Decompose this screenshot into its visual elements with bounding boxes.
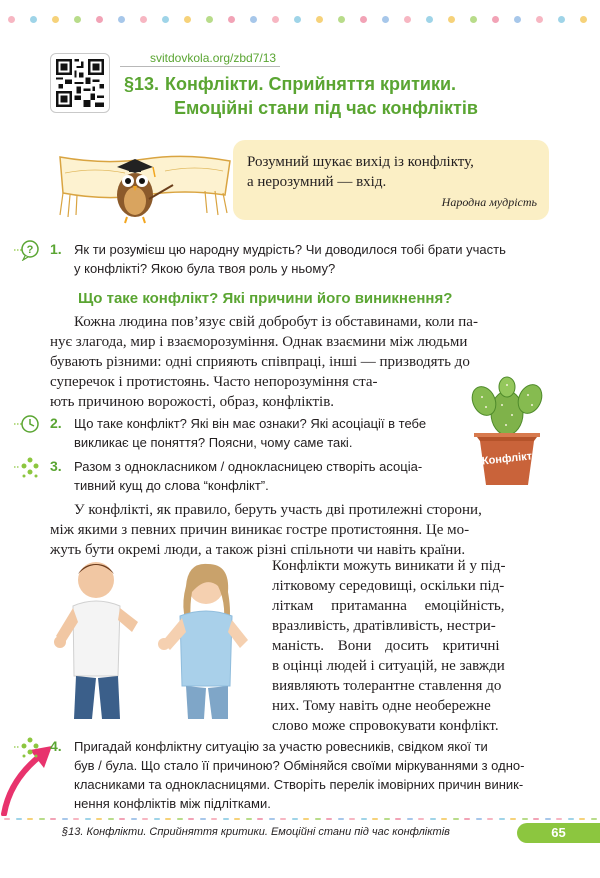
paragraph-3 bbox=[272, 556, 550, 736]
paragraph-1-line5: ють причиною ворожості, образ, конфліктів. bbox=[50, 394, 335, 410]
cactus-pot-label: Конфлікт bbox=[481, 450, 533, 468]
section-number: §13. bbox=[124, 74, 160, 94]
question-3-number: 3. bbox=[50, 458, 62, 474]
running-title: §13. Конфлікти. Сприйняття критики. Емоційні стани під час конфліктів bbox=[62, 826, 450, 838]
proverb-quote-box bbox=[233, 140, 549, 220]
quote-line2: а нерозумний — вхід. bbox=[247, 174, 387, 190]
quote-source: Народна мудрість bbox=[441, 195, 537, 209]
paragraph-1-line3: бувають різними: одні сприяють співпраці, інші — призводять до bbox=[50, 354, 470, 370]
page-number: 65 bbox=[517, 823, 600, 843]
paragraph-2-line2: між якими з певних причин виникає гостре протистояння. Це мо- bbox=[50, 522, 470, 538]
paragraph-3-line1: Конфлікти можуть виникати й у під- bbox=[272, 558, 506, 574]
question-3-line1: Разом з однокласником / однокласницею створіть асоціа- bbox=[74, 459, 423, 474]
paragraph-1-line4: суперечок і протистоянь. Часто непорозуміння ста- bbox=[50, 374, 378, 390]
paragraph-3-line4: вразливість, дратівливість, нестри- bbox=[272, 618, 496, 634]
paragraph-3-line7: виявляють толерантне ставлення до bbox=[272, 678, 502, 694]
paragraph-2 bbox=[50, 500, 550, 560]
question-2-number: 2. bbox=[50, 415, 62, 431]
paragraph-3-line8: них. Тому навіть одне необережне bbox=[272, 698, 491, 714]
qr-code-icon[interactable] bbox=[50, 53, 110, 113]
quote-line1: Розумний шукає вихід із конфлікту, bbox=[247, 154, 474, 170]
paragraph-3-line6: в оцінці людей і ситуацій, не завжди bbox=[272, 658, 505, 674]
question-4 bbox=[50, 737, 555, 813]
timer-icon bbox=[14, 413, 40, 435]
paragraph-2-line3: жуть бути окремі люди, а також різні спільноти чи навіть країни. bbox=[50, 542, 466, 558]
group-work-icon bbox=[14, 736, 40, 758]
section-title bbox=[124, 72, 544, 120]
question-1-line2: у конфлікті? Якою була твоя роль у ньому? bbox=[74, 261, 336, 276]
paragraph-3-line3: літкам притаманна емоційність, bbox=[272, 598, 505, 614]
question-1-line1: Як ти розумієш цю народну мудрість? Чи доводилося тобі брати участь bbox=[74, 242, 506, 257]
section-title-line1: Конфлікти. Сприйняття критики. bbox=[165, 74, 457, 94]
question-4-number: 4. bbox=[50, 738, 62, 754]
question-3-line2: тивний кущ до слова “конфлікт”. bbox=[74, 478, 269, 493]
resource-link[interactable]: svitdovkola.org/zbd7/13 bbox=[150, 51, 277, 65]
question-4-line1: Пригадай конфліктну ситуацію за участю ровесників, свідком якої ти bbox=[74, 739, 488, 754]
question-1-number: 1. bbox=[50, 241, 62, 257]
paragraph-3-line9: слово може спровокувати конфлікт. bbox=[272, 718, 499, 734]
svg-text:?: ? bbox=[26, 244, 34, 256]
url-underline bbox=[120, 66, 280, 67]
section-title-line2: Емоційні стани під час конфліктів bbox=[174, 98, 478, 118]
group-work-icon bbox=[14, 456, 40, 478]
paragraph-1-line1: Кожна людина пов’язує свій добробут із обставинами, коли па- bbox=[74, 314, 478, 330]
question-2-line1: Що таке конфлікт? Які він має ознаки? Які асоціації в тебе bbox=[74, 416, 427, 431]
top-dot-border bbox=[0, 16, 600, 24]
question-bubble-icon bbox=[14, 239, 40, 261]
footer-dot-border bbox=[0, 818, 600, 826]
paragraph-1-line2: нує злагода, мир і взаєморозуміння. Однак взаємини між людьми bbox=[50, 334, 468, 350]
cactus-pot-illustration bbox=[462, 375, 552, 490]
arguing-kids-photo bbox=[38, 556, 263, 721]
paragraph-2-line1: У конфлікті, як правило, беруть участь дві протилежні сторони, bbox=[74, 502, 482, 518]
question-4-line2: був / була. Що стало її причиною? Обміняйся своїми міркуваннями з одно- bbox=[74, 758, 525, 773]
question-2 bbox=[50, 414, 460, 452]
question-2-line2: викликає це поняття? Поясни, чому саме такі. bbox=[74, 435, 353, 450]
subheading: Що таке конфлікт? Які причини його виникнення? bbox=[78, 290, 453, 307]
paragraph-3-line5: маність. Вони досить критичні bbox=[272, 638, 500, 654]
question-3 bbox=[50, 457, 460, 495]
question-4-line4: нення конфліктів між підлітками. bbox=[74, 796, 271, 811]
question-4-line3: класниками та однокласницями. Створіть перелік імовірних причин виник- bbox=[74, 777, 524, 792]
owl-teacher-icon bbox=[55, 145, 235, 225]
paragraph-3-line2: літковому середовищі, оскільки під- bbox=[272, 578, 505, 594]
question-1 bbox=[50, 240, 550, 278]
